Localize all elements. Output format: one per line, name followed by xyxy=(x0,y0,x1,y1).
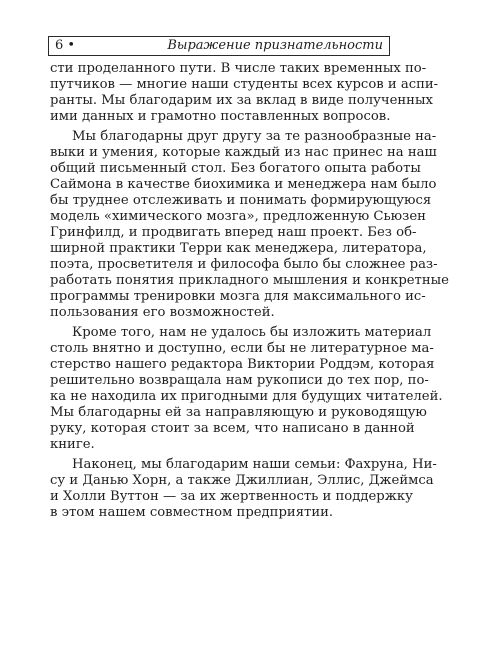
text-line: бы труднее отслеживать и понимать формирующуюся xyxy=(50,193,432,208)
paragraph xyxy=(50,457,437,521)
running-title: Выражение признательности xyxy=(167,38,383,53)
text-line: стерство нашего редактора Виктории Роддэм, которая xyxy=(50,357,435,372)
text-line: сти проделанного пути. В числе таких временных по- xyxy=(50,61,427,76)
text-line: пользования его возможностей. xyxy=(50,305,275,320)
text-line: и Холли Вуттон — за их жертвенность и поддержку xyxy=(50,489,413,504)
text-line: ширной практики Терри как менеджера, литератора, xyxy=(50,241,427,256)
text-line: Мы благодарны друг другу за те разнообразные на- xyxy=(72,129,437,144)
paragraph xyxy=(50,61,439,125)
text-line: работать понятия прикладного мышления и конкретные xyxy=(50,273,449,288)
text-line: су и Данью Хорн, а также Джиллиан, Эллис, Джеймса xyxy=(50,473,434,488)
text-line: Кроме того, нам не удалось бы изложить материал xyxy=(72,325,432,340)
text-line: ка не находила их пригодными для будущих читателей. xyxy=(50,389,443,404)
text-line: Гринфилд, и продвигать вперед наш проект. Без об- xyxy=(50,225,417,240)
text-line: ранты. Мы благодарим их за вклад в виде полученных xyxy=(50,93,433,108)
paragraph xyxy=(50,325,443,453)
text-line: модель «химического мозга», предложенную Сьюзен xyxy=(50,209,426,224)
text-line: поэта, просветителя и философа было бы сложнее раз- xyxy=(50,257,438,272)
text-line: Мы благодарны ей за направляющую и руководящую xyxy=(50,405,427,420)
paragraph xyxy=(50,129,449,321)
text-line: выки и умения, которые каждый из нас принес на наш xyxy=(50,145,437,160)
text-line: решительно возвращала нам рукописи до тех пор, по- xyxy=(50,373,429,388)
running-header xyxy=(48,36,390,56)
text-line: программы тренировки мозга для максимального ис- xyxy=(50,289,426,304)
text-line: книге. xyxy=(50,437,95,452)
text-line: ими данных и грамотно поставленных вопросов. xyxy=(50,109,391,124)
page-number: 6 • xyxy=(55,38,76,53)
text-line: Саймона в качестве биохимика и менеджера нам было xyxy=(50,177,437,192)
text-line: путчиков — многие наши студенты всех курсов и аспи- xyxy=(50,77,439,92)
text-line: столь внятно и доступно, если бы не литературное ма- xyxy=(50,341,434,356)
text-line: в этом нашем совместном предприятии. xyxy=(50,505,334,520)
text-line: Наконец, мы благодарим наши семьи: Фахруна, Ни- xyxy=(72,457,437,472)
text-line: общий письменный стол. Без богатого опыта работы xyxy=(50,161,421,176)
text-line: руку, которая стоит за всем, что написано в данной xyxy=(50,421,415,436)
body-text xyxy=(50,61,449,525)
